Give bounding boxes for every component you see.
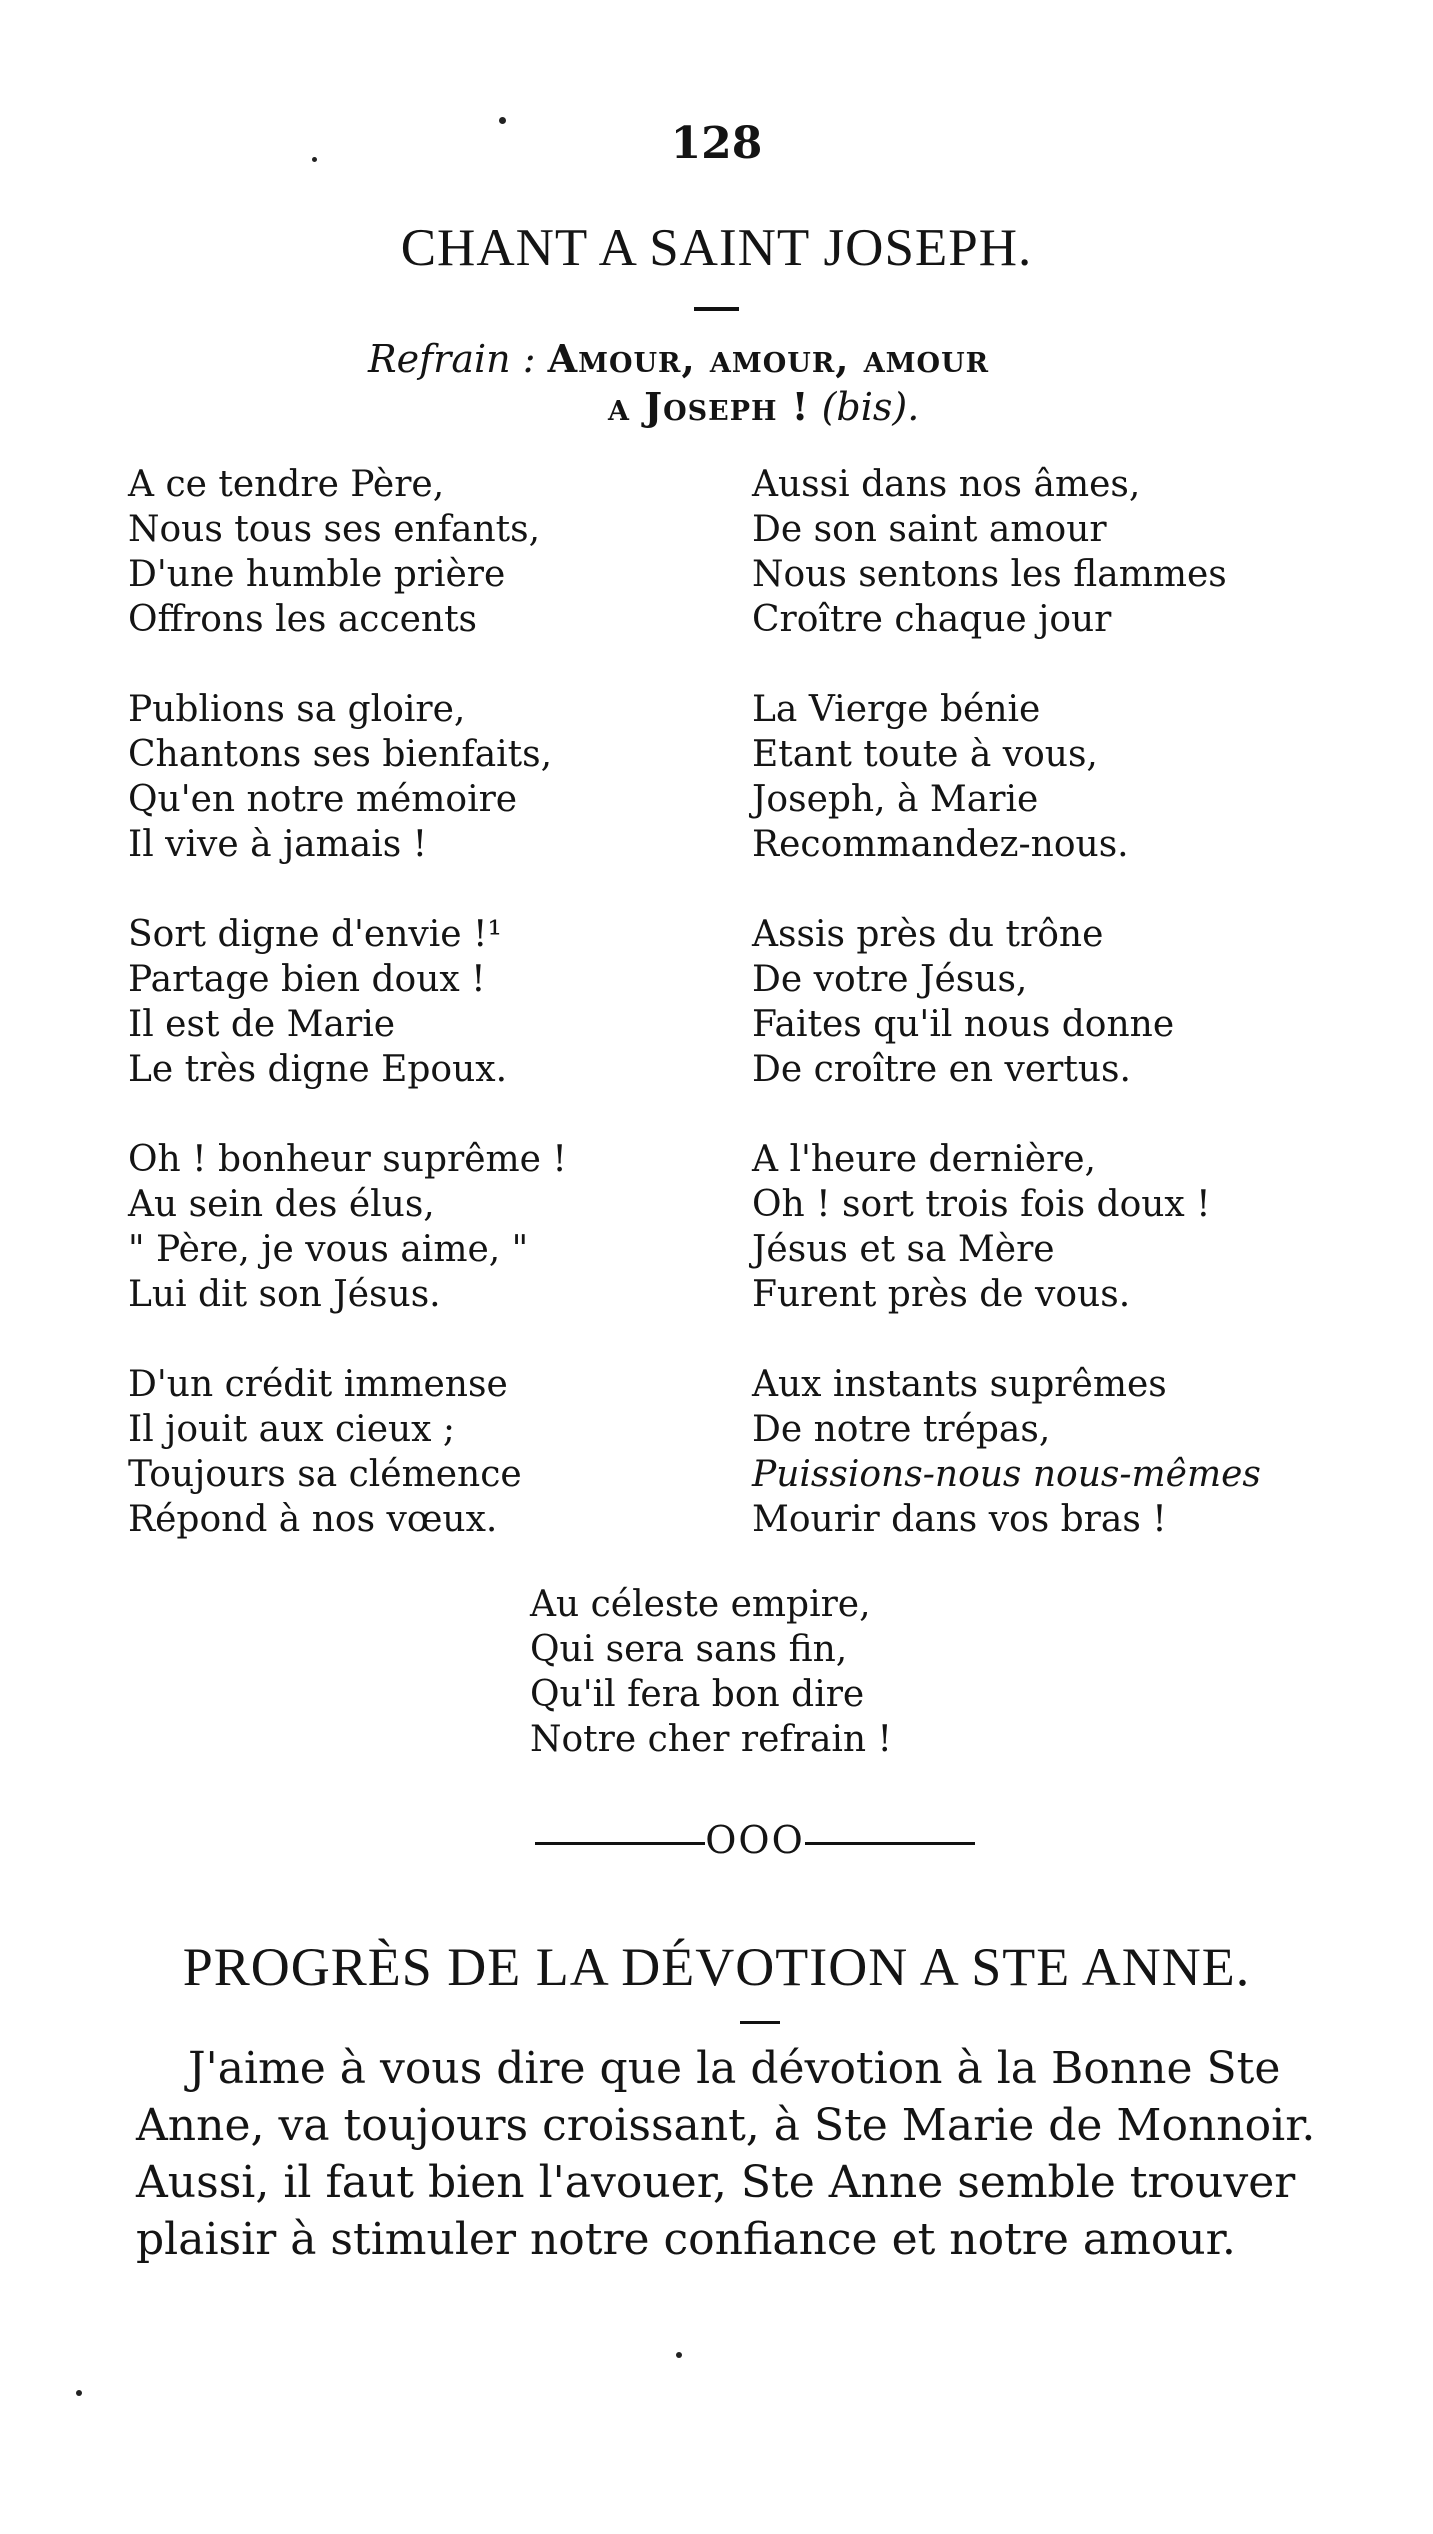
stanza-right-1 (752, 462, 1261, 642)
verse-line: " Père, je vous aime, " (128, 1229, 529, 1270)
verse-line: Il jouit aux cieux ; (128, 1409, 456, 1450)
verse-line: Faites qu'il nous donne (752, 1004, 1175, 1045)
verse-line: De notre trépas, (752, 1409, 1051, 1450)
song-title: CHANT A SAINT JOSEPH. (400, 219, 1033, 277)
verse-line: Jésus et sa Mère (752, 1229, 1055, 1270)
verse-line: Partage bien doux ! (128, 959, 486, 1000)
verse-line: Joseph, à Marie (752, 779, 1039, 820)
verse-line: A ce tendre Père, (128, 464, 445, 505)
refrain-text-1: Amour, amour, amour (547, 336, 990, 381)
stanza-right-4 (752, 1137, 1261, 1317)
stanza-left-5 (128, 1362, 567, 1542)
right-column (752, 462, 1261, 1587)
verse-line: Lui dit son Jésus. (128, 1274, 441, 1315)
stanza-left-4 (128, 1137, 567, 1317)
verse-line: Qu'en notre mémoire (128, 779, 518, 820)
verse-line: De votre Jésus, (752, 959, 1028, 1000)
title-rule (694, 307, 739, 311)
refrain-line-2 (368, 383, 989, 431)
refrain (368, 335, 989, 431)
verse-line: Au sein des élus, (128, 1184, 435, 1225)
verse-line: Assis près du trône (752, 914, 1104, 955)
verse-line: Qu'il fera bon dire (530, 1674, 865, 1715)
left-column (128, 462, 567, 1587)
section-divider (535, 1820, 975, 1860)
final-stanza (530, 1582, 892, 1762)
verse-line: Il vive à jamais ! (128, 824, 428, 865)
refrain-repeat: (bis). (821, 385, 920, 429)
verse-line: Croître chaque jour (752, 599, 1112, 640)
refrain-label: Refrain : (368, 337, 536, 381)
verse-line: Aussi dans nos âmes, (752, 464, 1141, 505)
stanza-right-2 (752, 687, 1261, 867)
verse-line: Nous sentons les flammes (752, 554, 1227, 595)
verse-line: Mourir dans vos bras ! (752, 1499, 1167, 1540)
verse-line: De croître en vertus. (752, 1049, 1131, 1090)
verse-line: De son saint amour (752, 509, 1107, 550)
paragraph-line: J'aime à vous dire que la dévotion à la Bonne Ste (188, 2043, 1281, 2094)
verse-line: D'un crédit immense (128, 1364, 508, 1405)
verse-line: A l'heure dernière, (752, 1139, 1097, 1180)
verse-line: Recommandez-nous. (752, 824, 1129, 865)
page-number: 128 (670, 118, 763, 169)
verse-line: Puissions-nous nous-mêmes (752, 1454, 1261, 1495)
verse-line: Nous tous ses enfants, (128, 509, 541, 550)
verse-line: Il est de Marie (128, 1004, 396, 1045)
verse-line: Oh ! sort trois fois doux ! (752, 1184, 1211, 1225)
verse-line: Chantons ses bienfaits, (128, 734, 553, 775)
stanza-right-5 (752, 1362, 1261, 1542)
refrain-line-1 (368, 335, 989, 383)
verse-line: Aux instants suprêmes (752, 1364, 1167, 1405)
verse-line: Le très digne Epoux. (128, 1049, 508, 1090)
ink-speck (76, 2390, 82, 2396)
ink-speck (676, 2352, 682, 2358)
section-title: PROGRÈS DE LA DÉVOTION A STE ANNE. (182, 1937, 1251, 1997)
stanza-left-1 (128, 462, 567, 642)
paragraph-line: Aussi, il faut bien l'avouer, Ste Anne semble trouver (136, 2157, 1296, 2208)
paragraph-line: Anne, va toujours croissant, à Ste Marie de Monnoir. (136, 2100, 1316, 2151)
verse-line: Sort digne d'envie !¹ (128, 914, 502, 955)
verse-line: Furent près de vous. (752, 1274, 1131, 1315)
verse-line: Oh ! bonheur suprême ! (128, 1139, 567, 1180)
verse-line: La Vierge bénie (752, 689, 1041, 730)
stanza-left-3 (128, 912, 567, 1092)
verse-line: Etant toute à vous, (752, 734, 1098, 775)
section-rule (740, 2021, 780, 2024)
verse-line: Offrons les accents (128, 599, 478, 640)
body-paragraph (136, 2040, 1391, 2268)
verse-line: Qui sera sans fin, (530, 1629, 848, 1670)
stanza-left-2 (128, 687, 567, 867)
verse-line: Publions sa gloire, (128, 689, 466, 730)
divider-line-right (805, 1842, 975, 1845)
stanza-right-3 (752, 912, 1261, 1092)
verse-line: Au céleste empire, (530, 1584, 871, 1625)
verse-line: Répond à nos vœux. (128, 1499, 498, 1540)
divider-ornament: OOO (705, 1818, 805, 1862)
verse-line: Toujours sa clémence (128, 1454, 522, 1495)
paragraph-line: plaisir à stimuler notre confiance et notre amour. (136, 2214, 1236, 2265)
verse-line: D'une humble prière (128, 554, 506, 595)
refrain-text-2: a Joseph ! (608, 384, 810, 429)
verse-line: Notre cher refrain ! (530, 1719, 893, 1760)
